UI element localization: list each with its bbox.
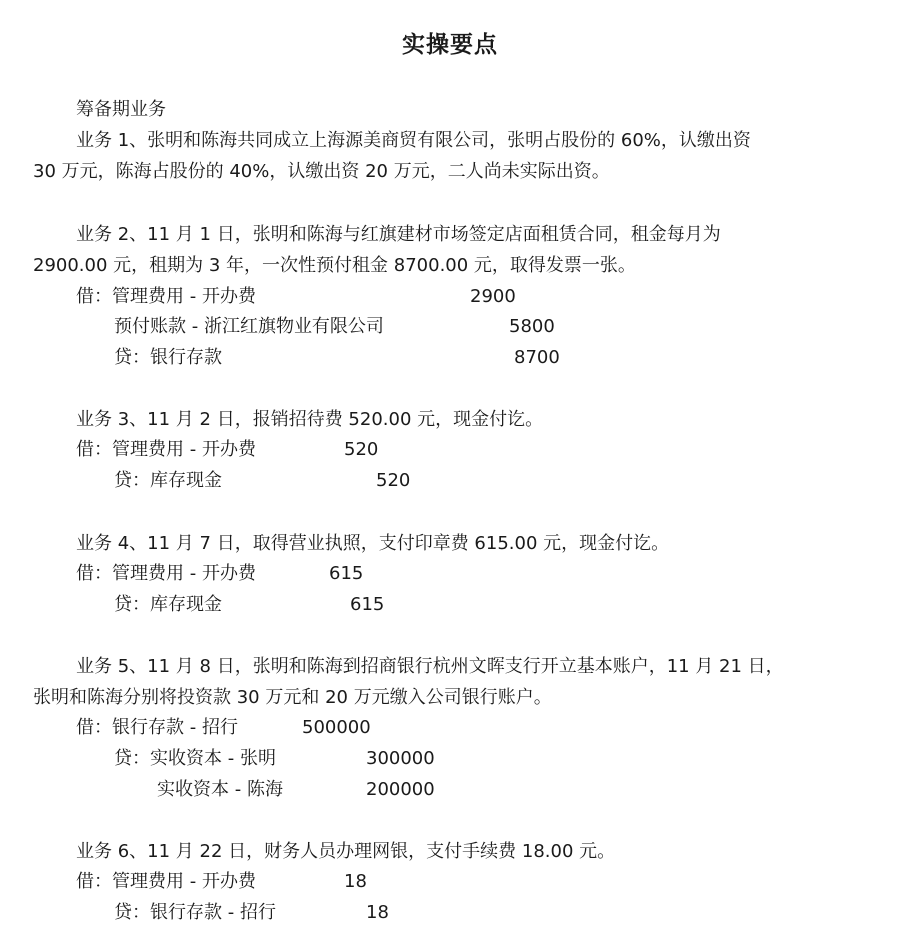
section-heading: 筹备期业务 [76,99,166,120]
transaction-1-line-2: 30 万元，陈海占股份的 40%，认缴出资 20 万元，二人尚未实际出资。 [33,161,610,182]
transaction-2-debit-2-label: 预付账款 - 浙江红旗物业有限公司 [114,316,384,337]
transaction-4-line-1: 业务 4、11 月 7 日，取得营业执照，支付印章费 615.00 元，现金付讫。 [76,533,670,554]
transaction-5-debit-label: 借：银行存款 - 招行 [76,717,238,738]
transaction-5-debit-amount: 500000 [302,717,371,738]
transaction-3-debit-amount: 520 [344,439,379,460]
transaction-4-debit-amount: 615 [329,563,364,584]
transaction-6-debit-amount: 18 [344,871,367,892]
transaction-6-debit-label: 借：管理费用 - 开办费 [76,871,256,892]
transaction-2-credit-amount: 8700 [514,347,560,368]
transaction-4-credit-amount: 615 [350,594,385,615]
transaction-2-credit-label: 贷：银行存款 [114,347,222,368]
transaction-6-credit-label: 贷：银行存款 - 招行 [114,902,276,923]
transaction-2-debit-label: 借：管理费用 - 开办费 [76,286,256,307]
transaction-5-credit-amount: 300000 [366,748,435,769]
transaction-5-line-2: 张明和陈海分别将投资款 30 万元和 20 万元缴入公司银行账户。 [33,687,552,708]
transaction-5-credit-2-amount: 200000 [366,779,435,800]
transaction-2-line-2: 2900.00 元，租期为 3 年，一次性预付租金 8700.00 元，取得发票一张。 [33,255,636,276]
transaction-2-debit-2-amount: 5800 [509,316,555,337]
transaction-1-line-1: 业务 1、张明和陈海共同成立上海源美商贸有限公司，张明占股份的 60%，认缴出资 [76,130,751,151]
transaction-3-credit-amount: 520 [376,470,411,491]
transaction-4-credit-label: 贷：库存现金 [114,594,222,615]
transaction-6-line-1: 业务 6、11 月 22 日，财务人员办理网银，支付手续费 18.00 元。 [76,841,616,862]
transaction-5-credit-label: 贷：实收资本 - 张明 [114,748,276,769]
page-title: 实操要点 [402,32,498,58]
transaction-3-credit-label: 贷：库存现金 [114,470,222,491]
transaction-4-debit-label: 借：管理费用 - 开办费 [76,563,256,584]
transaction-5-credit-2-label: 实收资本 - 陈海 [157,779,283,800]
transaction-3-line-1: 业务 3、11 月 2 日，报销招待费 520.00 元，现金付讫。 [76,409,544,430]
transaction-6-credit-amount: 18 [366,902,389,923]
transaction-3-debit-label: 借：管理费用 - 开办费 [76,439,256,460]
transaction-2-debit-amount: 2900 [470,286,516,307]
transaction-5-line-1: 业务 5、11 月 8 日，张明和陈海到招商银行杭州文晖支行开立基本账户，11 月 21 日， [76,656,784,677]
transaction-2-line-1: 业务 2、11 月 1 日，张明和陈海与红旗建材市场签定店面租赁合同，租金每月为 [76,224,721,245]
